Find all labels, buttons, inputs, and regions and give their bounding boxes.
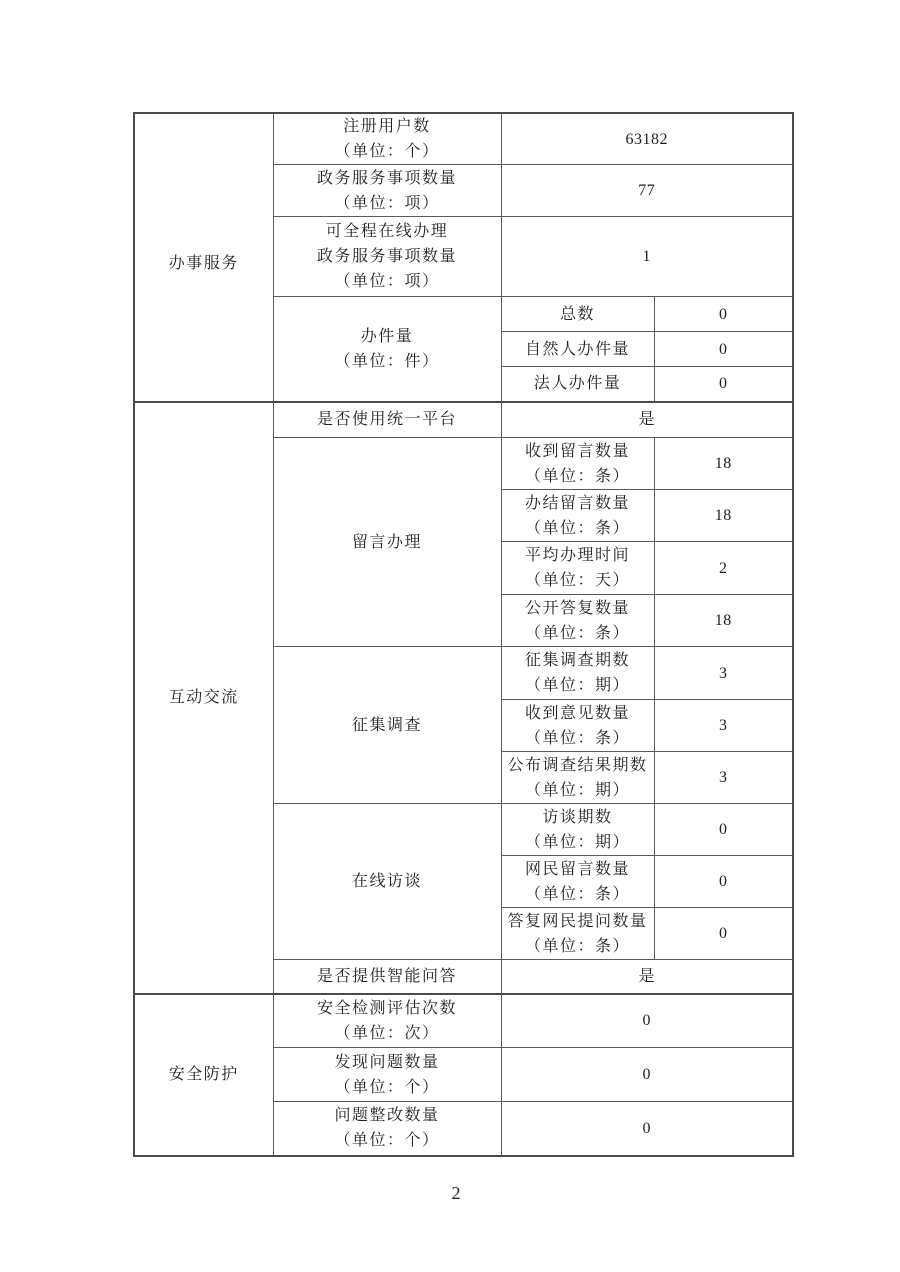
group-label-survey: 征集调查 [273, 647, 501, 804]
item-label-problems-rectified: 问题整改数量 （单位：个） [273, 1102, 501, 1156]
sub-item-value-messages-completed: 18 [654, 490, 793, 542]
sub-item-label-natural-person: 自然人办件量 [501, 332, 654, 367]
sub-item-value-survey-results-published: 3 [654, 752, 793, 804]
category-cell-interaction: 互动交流 [134, 402, 273, 994]
sub-item-value-survey-periods: 3 [654, 647, 793, 700]
item-label-smart-qa: 是否提供智能问答 [273, 960, 501, 994]
sub-item-label-messages-received: 收到留言数量 （单位：条） [501, 438, 654, 490]
sub-item-value-interview-periods: 0 [654, 804, 793, 856]
sub-item-label-survey-periods: 征集调查期数 （单位：期） [501, 647, 654, 700]
item-value-online-service-items: 1 [501, 217, 793, 297]
item-label-registered-users: 注册用户数 （单位：个） [273, 113, 501, 165]
sub-item-value-netizen-messages: 0 [654, 856, 793, 908]
item-label-security-assessments: 安全检测评估次数 （单位：次） [273, 994, 501, 1048]
item-label-unified-platform: 是否使用统一平台 [273, 402, 501, 438]
item-value-service-items: 77 [501, 165, 793, 217]
sub-item-value-legal-person: 0 [654, 367, 793, 402]
item-value-smart-qa: 是 [501, 960, 793, 994]
item-value-security-assessments: 0 [501, 994, 793, 1048]
sub-item-label-legal-person: 法人办件量 [501, 367, 654, 402]
item-label-service-items: 政务服务事项数量 （单位：项） [273, 165, 501, 217]
item-label-online-service-items: 可全程在线办理 政务服务事项数量 （单位：项） [273, 217, 501, 297]
sub-item-label-messages-completed: 办结留言数量 （单位：条） [501, 490, 654, 542]
sub-item-value-public-replies: 18 [654, 595, 793, 647]
sub-item-label-public-replies: 公开答复数量 （单位：条） [501, 595, 654, 647]
sub-item-label-total: 总数 [501, 297, 654, 332]
group-label-message-handling: 留言办理 [273, 438, 501, 647]
sub-item-label-survey-results-published: 公布调查结果期数 （单位：期） [501, 752, 654, 804]
category-cell-service: 办事服务 [134, 113, 273, 402]
item-value-problems-rectified: 0 [501, 1102, 793, 1156]
annual-report-table [133, 112, 794, 1157]
category-cell-security: 安全防护 [134, 994, 273, 1156]
item-value-registered-users: 63182 [501, 113, 793, 165]
item-value-unified-platform: 是 [501, 402, 793, 438]
sub-item-value-average-handling-time: 2 [654, 542, 793, 595]
sub-item-label-interview-periods: 访谈期数 （单位：期） [501, 804, 654, 856]
sub-item-label-average-handling-time: 平均办理时间 （单位：天） [501, 542, 654, 595]
group-label-online-interview: 在线访谈 [273, 804, 501, 960]
item-label-problems-found: 发现问题数量 （单位：个） [273, 1048, 501, 1102]
group-label-case-volume: 办件量 （单位：件） [273, 297, 501, 402]
sub-item-value-messages-received: 18 [654, 438, 793, 490]
sub-item-value-opinions-received: 3 [654, 700, 793, 752]
sub-item-value-total: 0 [654, 297, 793, 332]
sub-item-label-netizen-messages: 网民留言数量 （单位：条） [501, 856, 654, 908]
page-number: 2 [451, 1183, 461, 1203]
sub-item-value-netizen-questions-answered: 0 [654, 908, 793, 960]
sub-item-label-opinions-received: 收到意见数量 （单位：条） [501, 700, 654, 752]
item-value-problems-found: 0 [501, 1048, 793, 1102]
sub-item-label-netizen-questions-answered: 答复网民提问数量 （单位：条） [501, 908, 654, 960]
sub-item-value-natural-person: 0 [654, 332, 793, 367]
